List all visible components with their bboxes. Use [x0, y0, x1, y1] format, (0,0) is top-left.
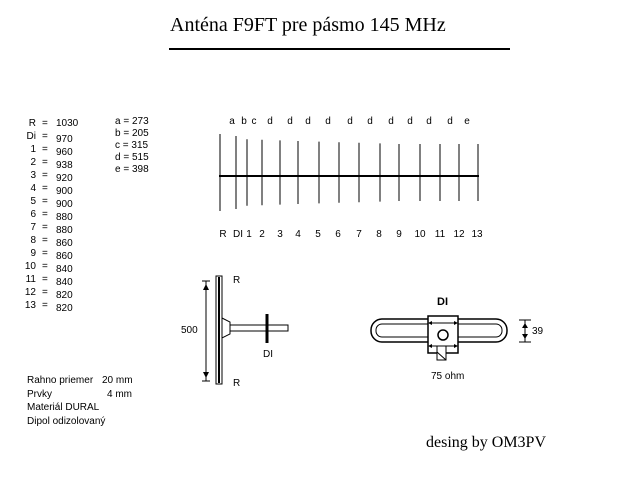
length-value: 880: [56, 212, 73, 223]
length-label: 6: [30, 209, 36, 220]
length-value: 970: [56, 134, 73, 145]
dipole-detail: [371, 316, 531, 360]
length-value: 900: [56, 199, 73, 210]
length-label: 1: [30, 144, 36, 155]
equals-sign: =: [42, 300, 48, 311]
length-label: 11: [25, 274, 36, 285]
element-label: 9: [396, 229, 402, 240]
length-label: 5: [30, 196, 36, 207]
length-label: 2: [30, 157, 36, 168]
element-label: 6: [335, 229, 341, 240]
spacing-label: d: [267, 116, 273, 127]
length-value: 1030: [56, 118, 79, 129]
equals-sign: =: [42, 274, 48, 285]
length-label: 13: [24, 300, 36, 311]
length-label: 8: [30, 235, 36, 246]
spacing-item: e = 398: [115, 164, 149, 175]
length-label: R: [28, 118, 36, 129]
page-title: Anténa F9FT pre pásmo 145 MHz: [170, 14, 446, 36]
feed-hole: [438, 330, 448, 340]
length-label: 12: [24, 287, 36, 298]
dimension-39-label: 39: [532, 326, 544, 337]
spacing-label: d: [388, 116, 394, 127]
length-label: Di: [26, 131, 36, 142]
dipole-side-label: DI: [263, 349, 273, 360]
equals-sign: =: [42, 222, 48, 233]
reflector-detail: [202, 276, 288, 384]
spacing-label: d: [305, 116, 311, 127]
equals-sign: =: [42, 157, 48, 168]
equals-sign: =: [42, 261, 48, 272]
length-value: 820: [56, 303, 73, 314]
spacing-label: e: [464, 116, 470, 127]
spacing-label: d: [407, 116, 413, 127]
dimension-500-label: 500: [181, 325, 198, 336]
spacing-label: d: [426, 116, 432, 127]
impedance-label: 75 ohm: [431, 371, 465, 382]
equals-sign: =: [42, 209, 48, 220]
equals-sign: =: [42, 183, 48, 194]
length-value: 960: [56, 147, 73, 158]
note-material: Materiál DURAL: [27, 402, 100, 413]
length-value: 860: [56, 238, 73, 249]
length-value: 880: [56, 225, 73, 236]
dipole-detail-title: DI: [437, 296, 448, 308]
length-label: 3: [30, 170, 36, 181]
notes: [27, 374, 133, 428]
spacing-label: d: [287, 116, 293, 127]
element-label: 2: [259, 229, 265, 240]
spacing-item: a = 273: [115, 116, 149, 127]
note-boom-diameter: Rahno priemer 20 mm: [27, 375, 133, 386]
length-value: 938: [56, 160, 73, 171]
length-value: 840: [56, 264, 73, 275]
mount-bracket: [222, 318, 230, 338]
element-label: 3: [277, 229, 283, 240]
length-label: 9: [30, 248, 36, 259]
boom-spacing-labels: [229, 116, 470, 127]
spacing-label: d: [325, 116, 331, 127]
equals-sign: =: [42, 196, 48, 207]
equals-sign: =: [42, 235, 48, 246]
spacing-item: d = 515: [115, 152, 149, 163]
equals-sign: =: [42, 248, 48, 259]
equals-sign: =: [42, 287, 48, 298]
spacing-label: d: [447, 116, 453, 127]
element-label: 8: [376, 229, 382, 240]
spacing-label: a: [229, 116, 235, 127]
reflector-bottom-label: R: [233, 378, 241, 389]
element-label: 13: [471, 229, 483, 240]
length-value: 900: [56, 186, 73, 197]
author-signature: desing by OM3PV: [426, 434, 547, 451]
note-elements: Prvky 4 mm: [27, 388, 132, 400]
element-label: 5: [315, 229, 321, 240]
equals-sign: =: [42, 131, 48, 142]
element-label: 7: [356, 229, 362, 240]
length-value: 820: [56, 290, 73, 301]
spacing-label: b: [241, 116, 247, 127]
element-label: 4: [295, 229, 301, 240]
spacing-label: d: [367, 116, 373, 127]
side-boom: [230, 325, 288, 331]
element-label: R: [219, 229, 227, 240]
length-value: 840: [56, 277, 73, 288]
spacing-label: c: [251, 116, 257, 127]
element-label: 10: [414, 229, 426, 240]
spacing-item: b = 205: [115, 128, 149, 139]
element-label: 1: [246, 229, 252, 240]
equals-sign: =: [42, 170, 48, 181]
element-label: 11: [434, 229, 446, 240]
spacing-item: c = 315: [115, 140, 149, 151]
note-dipole: Dipol odizolovaný: [27, 415, 106, 427]
element-label: 12: [453, 229, 465, 240]
equals-sign: =: [42, 144, 48, 155]
length-value: 860: [56, 251, 73, 262]
boom-elements: [220, 134, 478, 211]
length-label: 10: [24, 261, 36, 272]
boom-element-labels: [219, 229, 483, 240]
length-label: 7: [30, 222, 36, 233]
equals-sign: =: [42, 118, 48, 129]
element-label: DI: [233, 229, 243, 240]
length-value: 920: [56, 173, 73, 184]
reflector-top-label: R: [233, 275, 241, 286]
length-label: 4: [30, 183, 36, 194]
spacing-label: d: [347, 116, 353, 127]
